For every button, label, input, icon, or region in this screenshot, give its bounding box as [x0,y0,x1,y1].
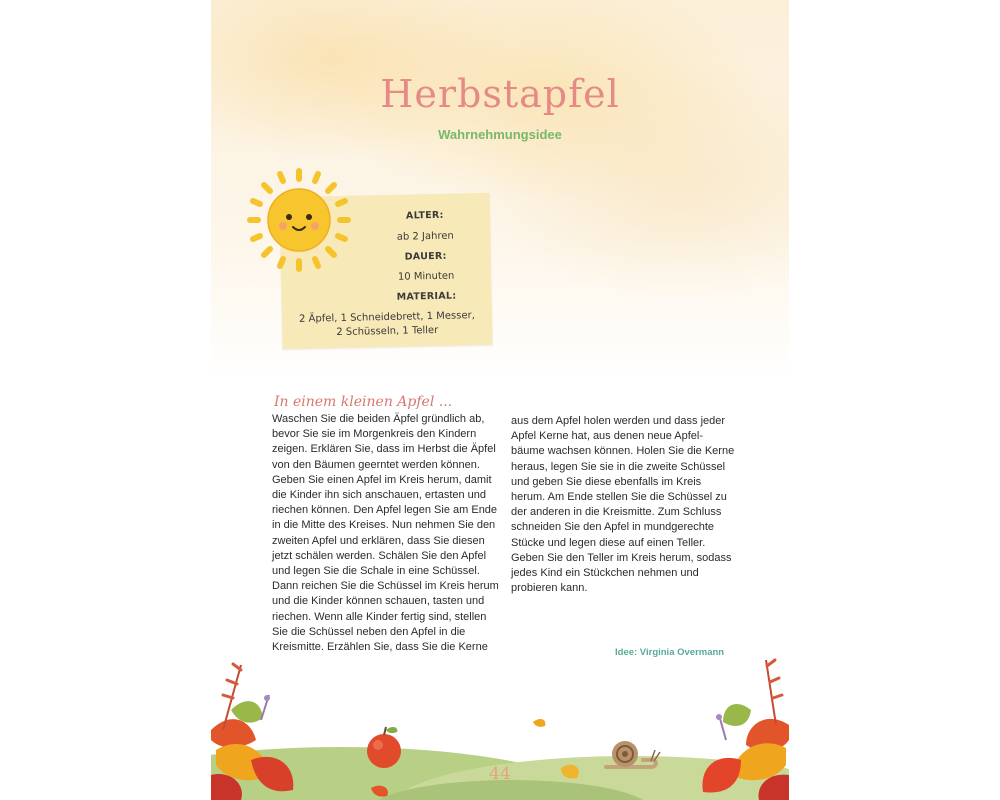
article-column-1: Waschen Sie die beiden Äpfel gründlich ab, bevor Sie sie im Morgenkreis den Kindern zeigen. Erklären Sie, dass im Herbst die Äpfel von den Bäumen geerntet werden können. Geben Sie einen Apfel im Kreis herum, damit die Kinder ihn sich anschauen, ertasten und riechen können. Den Apfel legen Sie am Ende in die Mitte des Kreises. Nun nehmen Sie den zweiten Apfel und erklären, dass Sie diesen jetzt schälen werden. Schälen Sie den Apfel und legen Sie die Schale in eine Schüssel. Dann reichen Sie die Schüssel im Kreis herum und die Kinder können schauen, tasten und riechen. Wenn alle Kinder fertig sind, stellen Sie die Schüssel neben den Apfel in die Kreismitte. Erzählen Sie, dass Sie die Kerne [272,413,499,654]
duration-label: DAUER: [404,250,447,263]
page-subtitle: Wahrnehmungsidee [438,127,562,142]
page-number: 44 [489,764,511,784]
idea-credit: Idee: Virginia Overmann [615,647,725,658]
age-value: ab 2 Jahren [396,230,454,243]
article-column-2: aus dem Apfel holen werden und dass jeder Apfel Kerne hat, aus denen neue Apfel- bäume wachsen können. Holen Sie die Kerne heraus, legen Sie sie in die zweite Schüssel und geben Sie diese ebenfalls im Kreis herum. Am Ende stellen Sie die Schüssel zu der anderen in die Kreismitte. Zum Schluss schneiden Sie den Apfel in mundgerechte Stücke und legen diese auf einen Teller. Geben Sie den Teller im Kreis herum, sodass jedes Kind ein Stückchen nehmen und probieren kann. [511,415,735,595]
sun-illustration-icon [244,165,354,275]
duration-value: 10 Minuten [397,270,455,283]
material-value-line2: 2 Schüsseln, 1 Teller [336,324,439,339]
article-heading: In einem kleinen Apfel ... [274,394,453,410]
apple-illustration-icon [367,727,401,768]
page [211,0,789,800]
page-title: Herbstapfel [380,72,620,116]
age-label: ALTER: [405,209,444,222]
material-value-line1: 2 Äpfel, 1 Schneidebrett, 1 Messer, [298,310,475,325]
material-label: MATERIAL: [396,290,457,303]
